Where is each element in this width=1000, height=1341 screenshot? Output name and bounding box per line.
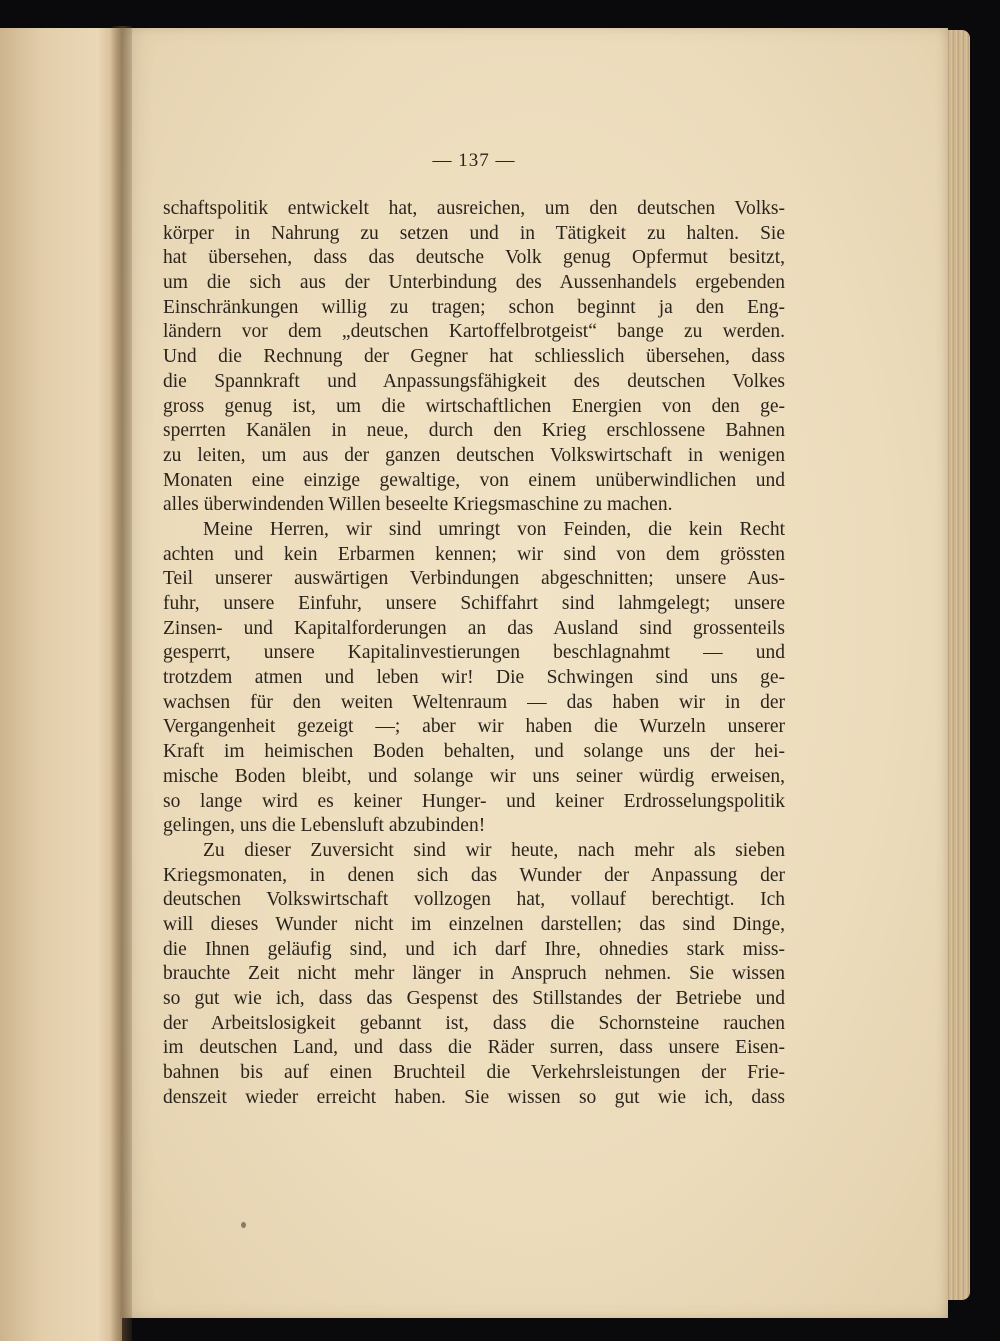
text-line: Meine Herren, wir sind umringt von Feinden, die kein Recht: [203, 518, 785, 540]
paper-speck: [241, 1222, 246, 1228]
text-line: brauchte Zeit nicht mehr länger in Anspruch nehmen. Sie wissen: [163, 963, 785, 985]
text-line: die Ihnen geläufig sind, und ich darf Ihre, ohnedies stark miss-: [163, 938, 785, 960]
text-line: Kriegsmonaten, in denen sich das Wunder der Anpassung der: [163, 864, 785, 886]
text-line: deutschen Volkswirtschaft vollzogen hat, vollauf berechtigt. Ich: [163, 889, 785, 911]
text-line: denszeit wieder erreicht haben. Sie wissen so gut wie ich, dass: [163, 1086, 785, 1108]
text-line: gross genug ist, um die wirtschaftlichen Energien von den ge-: [163, 395, 785, 417]
text-line: ländern vor dem „deutschen Kartoffelbrotgeist“ bange zu werden.: [163, 321, 785, 343]
text-line: Zinsen- und Kapitalforderungen an das Ausland sind grossenteils: [163, 617, 785, 639]
text-line: Zu dieser Zuversicht sind wir heute, nach mehr als sieben: [203, 839, 785, 861]
text-line: der Arbeitslosigkeit gebannt ist, dass die Schornsteine rauchen: [163, 1012, 785, 1034]
book-gutter: [110, 26, 132, 1341]
text-line: will dieses Wunder nicht im einzelnen darstellen; das sind Dinge,: [163, 913, 785, 935]
text-line: fuhr, unsere Einfuhr, unsere Schiffahrt sind lahmgelegt; unsere: [163, 593, 785, 614]
text-line: um die sich aus der Unterbindung des Aussenhandels ergebenden: [163, 272, 785, 294]
text-line: so gut wie ich, dass das Gespenst des Stillstandes der Betriebe und: [163, 988, 785, 1009]
body-text: [163, 197, 785, 1110]
text-line: schaftspolitik entwickelt hat, ausreichen, um den deutschen Volks-: [163, 198, 785, 219]
text-line: zu leiten, um aus der ganzen deutschen Volkswirtschaft in wenigen: [163, 444, 785, 466]
text-line: achten und kein Erbarmen kennen; wir sind von dem grössten: [163, 543, 785, 565]
text-line: die Spannkraft und Anpassungsfähigkeit des deutschen Volkes: [163, 370, 785, 392]
text-line: sperrten Kanälen in neue, durch den Krieg erschlossene Bahnen: [163, 420, 785, 442]
text-line: gelingen, uns die Lebensluft abzubinden!: [163, 815, 486, 837]
text-line: im deutschen Land, und dass die Räder surren, dass unsere Eisen-: [163, 1037, 785, 1059]
page-number-header: — 137 —: [432, 150, 516, 171]
text-line: gesperrt, unsere Kapitalinvestierungen beschlagnahmt — und: [163, 642, 785, 664]
text-line: trotzdem atmen und leben wir! Die Schwingen sind uns ge-: [163, 667, 785, 689]
text-line: hat übersehen, dass das deutsche Volk genug Opfermut besitzt,: [163, 247, 785, 269]
text-line: alles überwindenden Willen beseelte Kriegsmaschine zu machen.: [163, 494, 673, 516]
text-line: Und die Rechnung der Gegner hat schliesslich übersehen, dass: [163, 346, 785, 368]
text-line: körper in Nahrung zu setzen und in Tätigkeit zu halten. Sie: [163, 222, 785, 244]
text-line: wachsen für den weiten Weltenraum — das haben wir in der: [163, 691, 785, 713]
left-page-edge: [0, 28, 122, 1341]
text-line: bahnen bis auf einen Bruchteil die Verkehrsleistungen der Frie-: [163, 1062, 785, 1084]
text-line: Teil unserer auswärtigen Verbindungen abgeschnitten; unsere Aus-: [163, 568, 785, 590]
text-line: Monaten eine einzige gewaltige, von einem unüberwindlichen und: [163, 469, 785, 491]
text-line: Vergangenheit gezeigt —; aber wir haben die Wurzeln unserer: [163, 716, 785, 738]
text-line: mische Boden bleibt, und solange wir uns seiner würdig erweisen,: [163, 765, 785, 787]
text-line: Kraft im heimischen Boden behalten, und solange uns der hei-: [163, 741, 785, 763]
text-line: Einschränkungen willig zu tragen; schon beginnt ja den Eng-: [163, 296, 785, 318]
text-line: so lange wird es keiner Hunger- und keiner Erdrosselungspolitik: [163, 790, 785, 812]
